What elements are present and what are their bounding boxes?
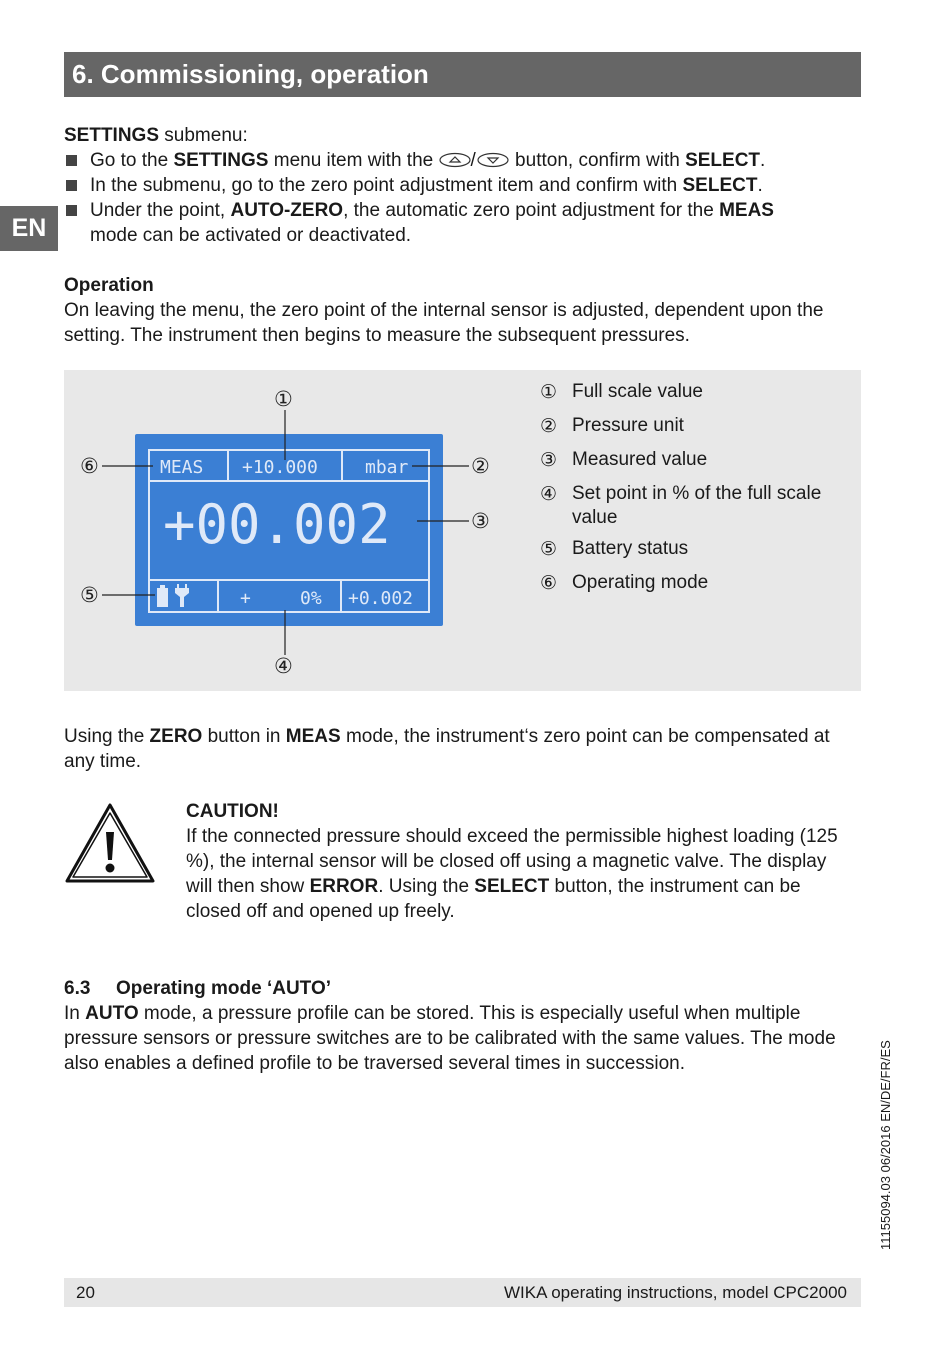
operation-heading: Operation [64, 275, 154, 296]
battery-icon [157, 585, 168, 607]
display-diagram [64, 370, 534, 691]
legend-item: ① Full scale value [540, 381, 703, 403]
chapter-title: 6. Commissioning, operation [72, 59, 429, 89]
list-item: In the submenu, go to the zero point adjustment item and confirm with SELECT. [64, 173, 854, 198]
settings-heading: SETTINGS submenu: [64, 125, 248, 146]
lcd-sign: + [240, 588, 251, 609]
legend-item: ④ Set point in % of the full scale value [540, 483, 822, 528]
callout-2: ② [471, 454, 490, 478]
operation-section [64, 273, 854, 348]
lcd-percent: 0% [300, 588, 322, 609]
section-6-3 [64, 976, 859, 1076]
footer-text: WIKA operating instructions, model CPC2000 [503, 1283, 847, 1302]
list-item: Go to the SETTINGS menu item with the / button, confirm with SELECT. [64, 148, 854, 173]
section-heading: 6.3 Operating mode ‘AUTO’ [64, 978, 332, 999]
lcd-mode: MEAS [160, 457, 204, 478]
callout-1: ① [274, 387, 293, 411]
figure-legend [540, 380, 860, 605]
settings-list [64, 148, 854, 248]
up-button-icon [439, 152, 471, 168]
callout-6: ⑥ [80, 454, 99, 478]
legend-item: ⑤ Battery status [540, 538, 689, 560]
document-code: 11155094.03 06/2016 EN/DE/FR/ES [878, 1040, 893, 1250]
lcd-measured-value: +00.002 [163, 493, 391, 556]
callout-4: ④ [274, 654, 293, 678]
legend-item: ⑥ Operating mode [540, 572, 709, 594]
callout-5: ⑤ [80, 583, 99, 607]
plug-icon [175, 584, 189, 607]
lcd-unit: mbar [365, 457, 409, 478]
caution-text: If the connected pressure should exceed the permissible highest loading (125 %), the internal sensor will be closed off using a magnetic valve. The display will then show ERROR. Using the SELECT button, the instrument can be closed off and opened up freely. [186, 826, 838, 922]
zero-paragraph: Using the ZERO button in MEAS mode, the instrument‘s zero point can be compensated at any time. [64, 726, 830, 772]
down-button-icon [476, 152, 510, 168]
lcd-full-scale: +10.000 [242, 457, 318, 478]
lcd-small-value: +0.002 [348, 588, 414, 609]
page-footer [64, 1278, 861, 1307]
language-tab: EN [0, 206, 58, 251]
callout-3: ③ [471, 509, 490, 533]
operation-text: On leaving the menu, the zero point of the internal sensor is adjusted, dependent upon the setting. The instrument then begins to measure the subsequent pressures. [64, 300, 824, 346]
caution-block [186, 799, 856, 924]
warning-icon [64, 802, 156, 884]
legend-item: ③ Measured value [540, 449, 708, 471]
settings-section [64, 123, 854, 248]
section-text: In AUTO mode, a pressure profile can be stored. This is especially useful when multiple pressure sensors or pressure switches are to be calibrated with the same values. The mode also enables a defined profile to be traversed several times in succession. [64, 1003, 836, 1074]
legend-item: ② Pressure unit [540, 415, 684, 437]
caution-title: CAUTION! [186, 801, 279, 822]
page-number: 20 [76, 1283, 95, 1302]
list-item: Under the point, AUTO-ZERO, the automatic zero point adjustment for the MEAS mode can be activated or deactivated. [64, 198, 820, 248]
chapter-header [64, 52, 861, 97]
